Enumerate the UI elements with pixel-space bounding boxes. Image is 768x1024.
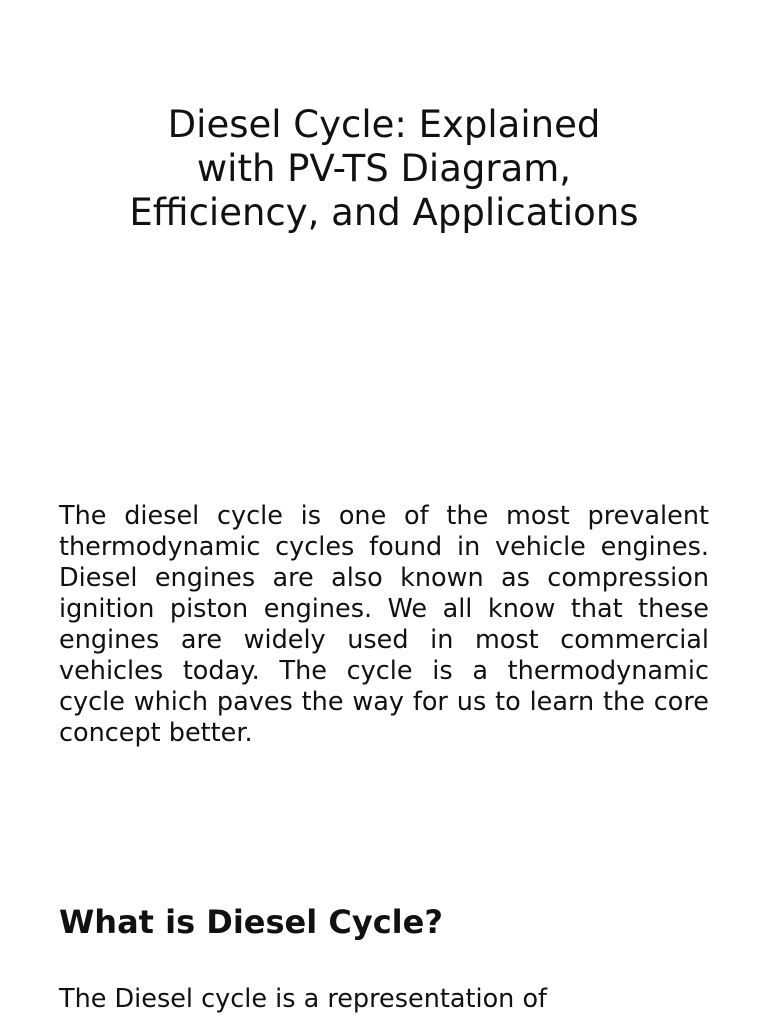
intro-paragraph: The diesel cycle is one of the most prevalent thermodynamic cycles found in vehicle engines. Diesel engines are also known as compression ignition piston engines. We all know that these engines are widely used in most commercial vehicles today. The cycle is a thermodynamic cycle which paves the way for us to learn the core concept better. — [59, 501, 709, 748]
title-line-1: Diesel Cycle: Explained — [167, 103, 601, 146]
section-heading: What is Diesel Cycle? — [59, 903, 443, 941]
document-title — [60, 103, 708, 235]
title-line-3: Efficiency, and Applications — [129, 191, 639, 234]
title-line-2: with PV-TS Diagram, — [196, 147, 572, 190]
section-paragraph: The Diesel cycle is a representation of — [59, 984, 548, 1014]
